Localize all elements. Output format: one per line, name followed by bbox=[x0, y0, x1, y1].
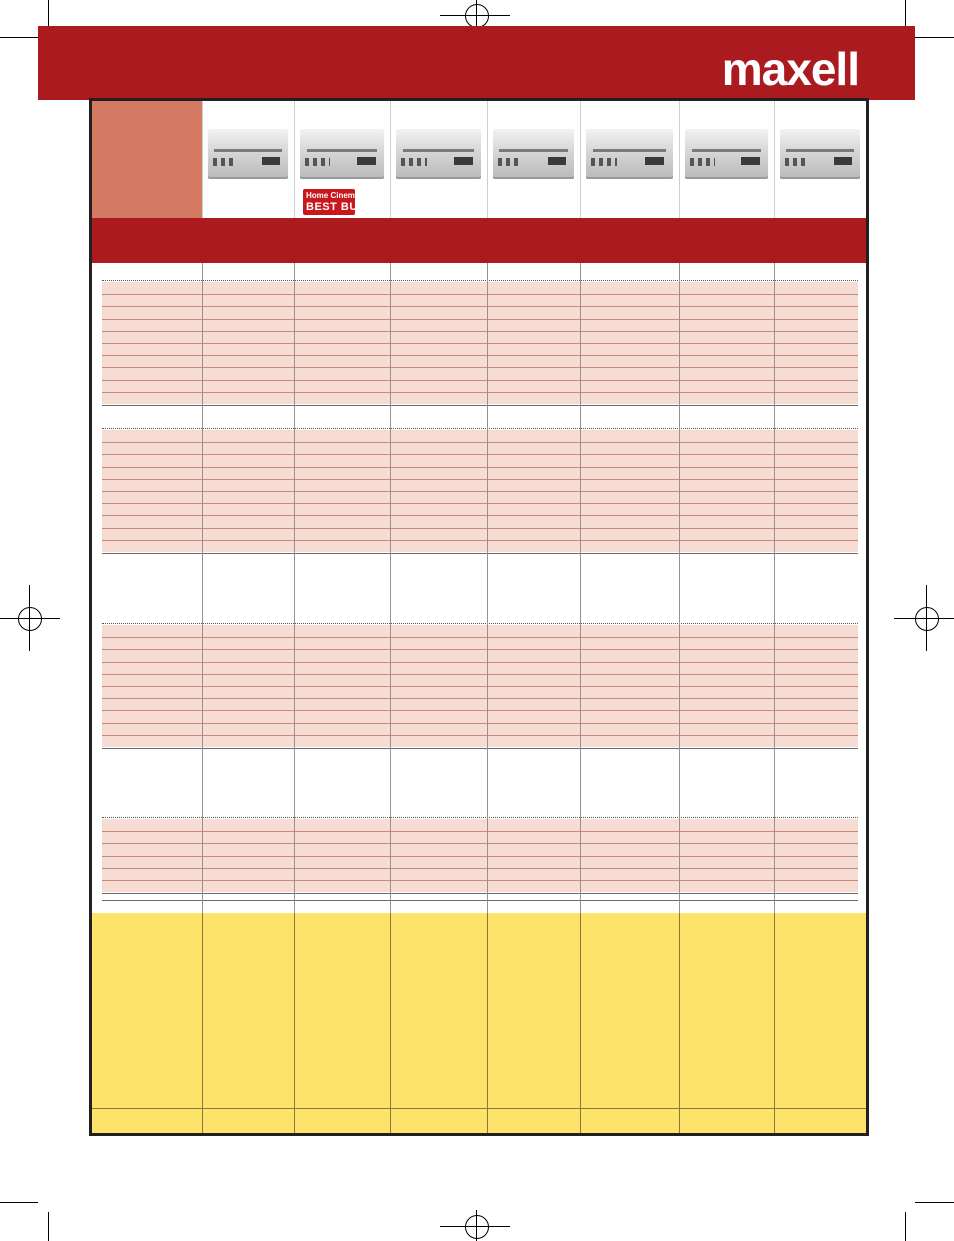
crop-mark bbox=[0, 1202, 38, 1203]
column-divider bbox=[774, 101, 775, 218]
table-row bbox=[102, 528, 858, 529]
section-end-rule bbox=[102, 900, 858, 901]
header-corner-cell bbox=[92, 101, 202, 218]
table-row bbox=[102, 467, 858, 468]
column-divider bbox=[580, 263, 581, 913]
table-row bbox=[102, 380, 858, 381]
best-buy-badge bbox=[303, 189, 366, 215]
column-divider bbox=[679, 913, 680, 1133]
column-divider bbox=[390, 913, 391, 1133]
table-row bbox=[102, 331, 858, 332]
comparison-table bbox=[89, 98, 869, 1136]
badge-line-2: BEST BUY bbox=[306, 201, 366, 213]
registration-mark-icon bbox=[18, 607, 42, 631]
crop-mark bbox=[48, 1212, 49, 1241]
column-divider bbox=[774, 913, 775, 1133]
table-row bbox=[102, 367, 858, 368]
crop-mark bbox=[915, 37, 954, 38]
table-row bbox=[102, 294, 858, 295]
table-row bbox=[102, 856, 858, 857]
table-row bbox=[102, 503, 858, 504]
column-divider bbox=[202, 101, 203, 218]
dvd-recorder-image bbox=[208, 129, 288, 179]
table-row bbox=[102, 674, 858, 675]
section-end-rule bbox=[102, 553, 858, 554]
column-divider bbox=[294, 913, 295, 1133]
dvd-recorder-image bbox=[685, 129, 768, 179]
table-row bbox=[102, 662, 858, 663]
column-divider bbox=[580, 913, 581, 1133]
column-divider bbox=[487, 101, 488, 218]
crop-mark bbox=[48, 0, 49, 26]
section-dotted-rule bbox=[102, 817, 858, 818]
column-divider bbox=[679, 101, 680, 218]
table-row bbox=[102, 355, 858, 356]
column-divider bbox=[774, 263, 775, 913]
registration-mark-icon bbox=[465, 4, 489, 28]
section-end-rule bbox=[102, 748, 858, 749]
table-row bbox=[102, 843, 858, 844]
crop-mark bbox=[915, 1202, 954, 1203]
column-divider bbox=[580, 101, 581, 218]
table-row bbox=[102, 479, 858, 480]
table-row bbox=[102, 637, 858, 638]
column-divider bbox=[202, 913, 203, 1133]
dvd-recorder-image bbox=[300, 129, 384, 179]
table-row bbox=[102, 515, 858, 516]
column-divider bbox=[487, 913, 488, 1133]
table-row bbox=[102, 831, 858, 832]
dvd-recorder-image bbox=[780, 129, 860, 179]
table-row bbox=[102, 686, 858, 687]
column-divider bbox=[294, 263, 295, 913]
table-row bbox=[102, 392, 858, 393]
badge-line-1: Home Cinema bbox=[306, 191, 360, 200]
table-row bbox=[102, 442, 858, 443]
header-banner bbox=[38, 26, 915, 100]
section-dotted-rule bbox=[102, 623, 858, 624]
column-divider bbox=[390, 101, 391, 218]
table-row bbox=[102, 540, 858, 541]
column-divider bbox=[487, 263, 488, 913]
column-divider bbox=[294, 101, 295, 218]
section-end-rule bbox=[102, 405, 858, 406]
table-row bbox=[102, 698, 858, 699]
crop-mark bbox=[0, 37, 38, 38]
section-end-rule bbox=[102, 893, 858, 894]
table-row bbox=[102, 723, 858, 724]
dvd-recorder-image bbox=[396, 129, 481, 179]
table-row bbox=[102, 880, 858, 881]
registration-mark-icon bbox=[465, 1215, 489, 1239]
dvd-recorder-image bbox=[493, 129, 574, 179]
summary-panel bbox=[92, 913, 866, 1133]
table-row bbox=[102, 454, 858, 455]
table-row bbox=[102, 343, 858, 344]
registration-mark-icon bbox=[915, 607, 939, 631]
column-divider bbox=[679, 263, 680, 913]
table-row bbox=[102, 868, 858, 869]
column-divider bbox=[202, 263, 203, 913]
model-name-header-row bbox=[92, 218, 866, 263]
maxell-logo: maxell bbox=[721, 43, 859, 95]
summary-divider bbox=[92, 1108, 866, 1109]
table-row bbox=[102, 649, 858, 650]
crop-mark bbox=[905, 0, 906, 26]
table-row bbox=[102, 491, 858, 492]
dvd-recorder-image bbox=[586, 129, 673, 179]
table-row bbox=[102, 735, 858, 736]
crop-mark bbox=[905, 1212, 906, 1241]
column-divider bbox=[390, 263, 391, 913]
table-row bbox=[102, 710, 858, 711]
section-dotted-rule bbox=[102, 428, 858, 429]
section-dotted-rule bbox=[102, 280, 858, 281]
table-row bbox=[102, 319, 858, 320]
table-row bbox=[102, 306, 858, 307]
